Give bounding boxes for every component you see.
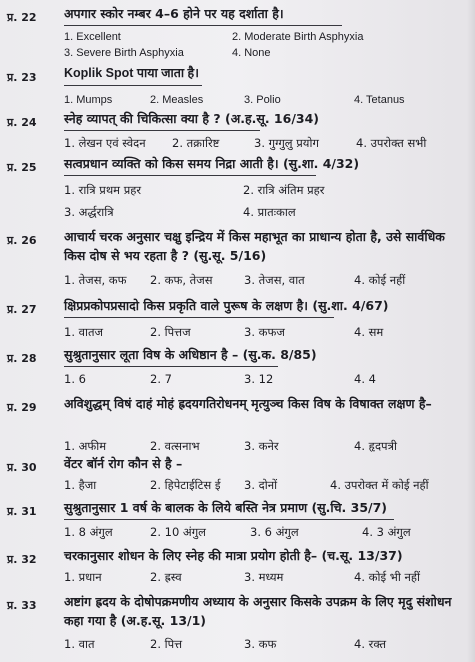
underline (64, 519, 394, 520)
option-1: 1. प्रधान (64, 570, 102, 584)
page-edge-shadow (467, 0, 475, 662)
option-3: 3. कनेर (244, 439, 279, 453)
option-1: 1. 8 अंगुल (64, 525, 113, 539)
underline (64, 366, 278, 367)
underline (64, 85, 202, 86)
option-1: 1. रात्रि प्रथम प्रहर (64, 183, 142, 197)
option-3: 3. कफज (244, 325, 285, 339)
question-text: अपगार स्कोर नम्बर 4–6 होने पर यह दर्शाता है। (64, 6, 284, 21)
question-number: प्र. 27 (7, 303, 37, 316)
question-number: प्र. 26 (7, 234, 37, 247)
option-2: 2. 7 (150, 372, 172, 386)
underline (64, 130, 260, 131)
question-text: अष्टांग ह्रदय के दोषोपक्रमणीय अध्याय के अनुसार किसके उपक्रम के लिए मृदु संशोधन कहा गया है (अ.ह.सू. 13/1) (64, 594, 452, 628)
option-1: 1. Mumps (64, 94, 113, 106)
option-2: 2. Measles (150, 94, 204, 106)
option-1: 1. लेखन एवं स्वेदन (64, 136, 146, 150)
question-text: चरकानुसार शोधन के लिए स्नेह की मात्रा प्रयोग होती है– (च.सू. 13/37) (64, 548, 403, 563)
option-3: 3. 12 (244, 372, 274, 386)
option-4: 4. कोई भी नहीं (354, 570, 420, 584)
option-2: 2. Moderate Birth Asphyxia (232, 31, 364, 43)
option-1: 1. 6 (64, 372, 86, 386)
option-3: 3. तेजस, वात (244, 273, 305, 287)
option-4: 4. प्रातःकाल (243, 205, 296, 219)
option-2: 2. रात्रि अंतिम प्रहर (243, 183, 325, 197)
underline (64, 25, 342, 26)
option-1: 1. हैजा (64, 478, 97, 492)
option-1: 1. अफीम (64, 439, 107, 453)
option-1: 1. तेजस, कफ (64, 273, 127, 287)
question-number: प्र. 31 (7, 505, 37, 518)
option-4: 4. Tetanus (354, 94, 405, 106)
question-text: सुश्रुतानुसार 1 वर्ष के बालक के लिये बस्ति नेत्र प्रमाण (सु.चि. 35/7) (64, 500, 388, 515)
question-number: प्र. 25 (7, 161, 37, 174)
option-3: 3. Severe Birth Asphyxia (64, 47, 184, 59)
option-1: 1. Excellent (64, 31, 121, 43)
question-number: प्र. 24 (7, 116, 37, 129)
question-number: प्र. 33 (7, 599, 37, 612)
option-4: 4. 4 (354, 372, 376, 386)
option-2: 2. पित्तज (150, 325, 191, 339)
option-4: 4. उपरोक्त सभी (356, 136, 427, 150)
question-number: प्र. 32 (7, 553, 37, 566)
question-text: स्नेह व्यापत् की चिकित्सा क्या है ? (अ.ह.सू. 16/34) (64, 111, 319, 126)
option-3: 3. 6 अंगुल (250, 525, 299, 539)
option-2: 2. 10 अंगुल (150, 525, 206, 539)
option-3: 3. मध्यम (244, 570, 284, 584)
option-2: 2. पित्त (150, 637, 183, 651)
question-number: प्र. 23 (7, 71, 37, 84)
option-4: 4. हृदपत्री (354, 439, 397, 453)
question-text: Koplik Spot पाया जाता है। (64, 66, 199, 80)
question-text: वेंटर बॉर्न रोग कौन से है – (64, 456, 183, 471)
option-2: 2. हिपेटाईटिस ई (150, 478, 221, 492)
option-3: 3. गुग्गुलु प्रयोग (254, 136, 319, 150)
option-3: 3. Polio (244, 94, 281, 106)
question-number: प्र. 22 (7, 11, 37, 24)
question-text: सुश्रुतानुसार लूता विष के अधिष्ठान है – (सु.क. 8/85) (64, 347, 317, 362)
option-2: 2. ह्रस्व (150, 570, 182, 584)
option-1: 1. वात (64, 637, 95, 651)
question-text: अविशुद्धम् विषं दाहं मोहं ह्रदयगतिरोधनम् मृत्युञ्च किस विष के विषाक्त लक्षण है– (64, 396, 432, 411)
option-2: 2. वत्सनाभ (150, 439, 200, 453)
option-3: 3. दोनों (244, 478, 278, 492)
option-2: 2. तक्रारिष्ट (172, 136, 220, 150)
option-4: 4. रक्त (354, 637, 387, 651)
question-number: प्र. 30 (7, 461, 37, 474)
underline (64, 175, 316, 176)
option-4: 4. 3 अंगुल (362, 525, 411, 539)
question-text: सत्वप्रधान व्यक्ति को किस समय निद्रा आती है। (सु.शा. 4/32) (64, 156, 360, 171)
question-number: प्र. 29 (7, 401, 37, 414)
question-text: क्षिप्रप्रकोपप्रसादो किस प्रकृति वाले पुरूष के लक्षण है। (सु.शा. 4/67) (64, 298, 389, 313)
question-number: प्र. 28 (7, 352, 37, 365)
option-3: 3. अर्द्धरात्रि (64, 205, 114, 219)
option-4: 4. उपरोक्त में कोई नहीं (330, 478, 429, 492)
option-4: 4. सम (354, 325, 384, 339)
option-3: 3. कफ (244, 637, 277, 651)
underline (64, 317, 334, 318)
option-4: 4. कोई नहीं (354, 273, 406, 287)
question-text: आचार्य चरक अनुसार चक्षु इन्द्रिय में किस महाभूत का प्राधान्य होता है, उसे सार्वधिक किस दोष से भय रहता है ? (सु.सू. 5/16) (64, 229, 445, 263)
option-1: 1. वातज (64, 325, 104, 339)
option-2: 2. कफ, तेजस (150, 273, 213, 287)
option-4: 4. None (232, 47, 271, 59)
